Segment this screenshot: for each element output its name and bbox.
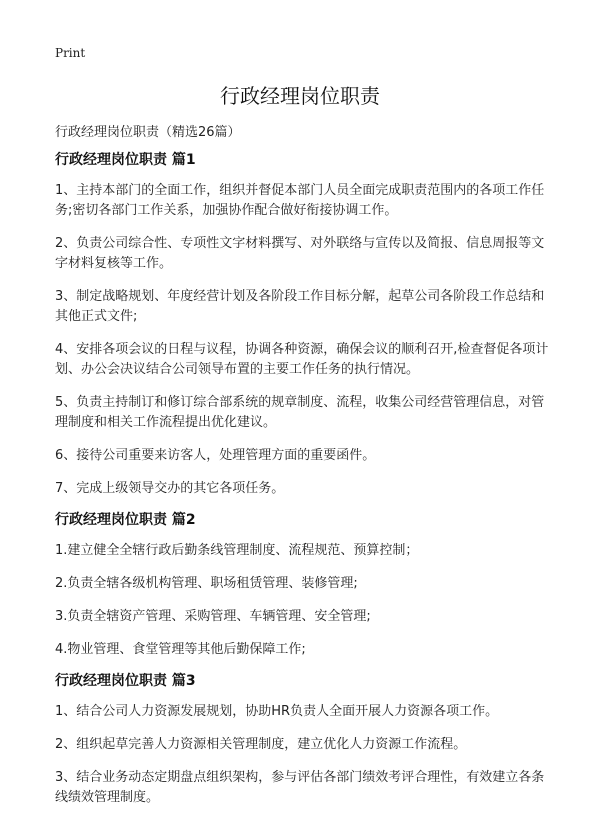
paragraph: 1、主持本部门的全面工作，组织并督促本部门人员全面完成职责范围内的各项工作任务;密切各部门工作关系，加强协作配合做好衔接协调工作。 <box>55 183 545 218</box>
paragraph: 7、完成上级领导交办的其它各项任务。 <box>55 481 285 496</box>
paragraph: 1.建立健全全辖行政后勤条线管理制度、流程规范、预算控制； <box>55 543 419 558</box>
paragraph: 6、接待公司重要来访客人，处理管理方面的重要函件。 <box>55 448 376 463</box>
paragraph: 2、负责公司综合性、专项性文字材料撰写、对外联络与宣传以及简报、信息周报等文字材料复核等工作。 <box>55 236 545 271</box>
paragraph: 3.负责全辖资产管理、采购管理、车辆管理、安全管理; <box>55 609 371 624</box>
section-heading: 行政经理岗位职责 篇2 <box>55 512 196 528</box>
paragraph: 2、组织起草完善人力资源相关管理制度，建立优化人力资源工作流程。 <box>55 737 467 752</box>
section-1 <box>55 152 553 499</box>
page-title: 行政经理岗位职责 <box>220 84 380 108</box>
print-label: Print <box>55 46 86 60</box>
section-heading: 行政经理岗位职责 篇1 <box>55 152 196 168</box>
section-heading: 行政经理岗位职责 篇3 <box>55 673 196 689</box>
paragraph: 4、安排各项会议的日程与议程，协调各种资源，确保会议的顺利召开,检查督促各项计划、办公会决议结合公司领导布置的主要工作任务的执行情况。 <box>55 342 549 377</box>
paragraph: 2.负责全辖各级机构管理、职场租赁管理、装修管理; <box>55 576 358 591</box>
paragraph: 1、结合公司人力资源发展规划，协助HR负责人全面开展人力资源各项工作。 <box>55 704 499 719</box>
paragraph: 4.物业管理、食堂管理等其他后勤保障工作; <box>55 642 306 657</box>
paragraph: 5、负责主持制订和修订综合部系统的规章制度、流程，收集公司经营管理信息，对管理制度和相关工作流程提出优化建议。 <box>55 395 545 430</box>
paragraph: 3、制定战略规划、年度经营计划及各阶段工作目标分解，起草公司各阶段工作总结和其他正式文件; <box>55 289 545 324</box>
document-subtitle: 行政经理岗位职责（精选26篇） <box>55 125 241 140</box>
section-2 <box>55 512 553 660</box>
paragraph: 3、结合业务动态定期盘点组织架构，参与评估各部门绩效考评合理性，有效建立各条线绩效管理制度。 <box>55 770 545 805</box>
section-3 <box>55 673 553 808</box>
document-body <box>55 152 553 821</box>
